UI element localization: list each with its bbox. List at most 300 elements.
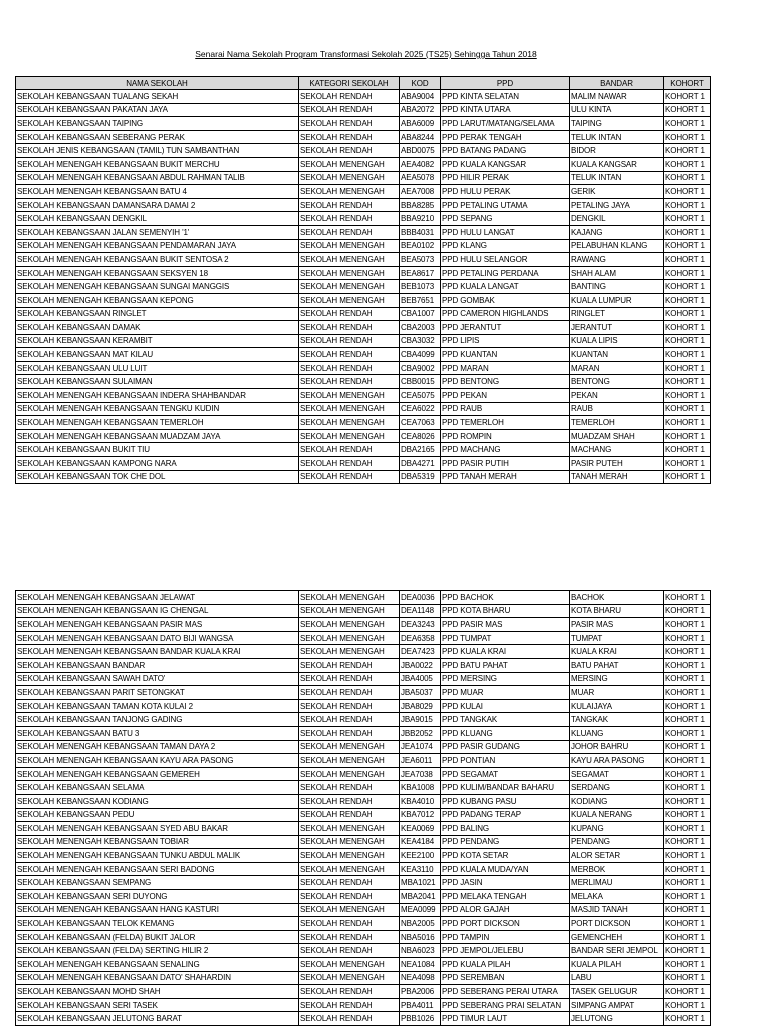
- cell-kategori-sekolah: SEKOLAH MENENGAH: [299, 429, 400, 443]
- cell-nama-sekolah: SEKOLAH KEBANGSAAN TAIPING: [16, 117, 299, 131]
- cell-kod: KEA4184: [400, 835, 441, 849]
- cell-kod: JEA7038: [400, 767, 441, 781]
- cell-bandar: BATU PAHAT: [570, 658, 664, 672]
- school-table-top: [15, 76, 711, 484]
- cell-nama-sekolah: SEKOLAH KEBANGSAAN SULAIMAN: [16, 375, 299, 389]
- cell-ppd: PPD HULU SELANGOR: [441, 253, 570, 267]
- cell-ppd: PPD PEKAN: [441, 389, 570, 403]
- cell-kod: CEA8026: [400, 429, 441, 443]
- cell-bandar: TEMERLOH: [570, 416, 664, 430]
- cell-kod: MBA2041: [400, 890, 441, 904]
- cell-bandar: RINGLET: [570, 307, 664, 321]
- cell-kohort: KOHORT 1: [664, 862, 711, 876]
- cell-nama-sekolah: SEKOLAH KEBANGSAAN RINGLET: [16, 307, 299, 321]
- cell-kohort: KOHORT 1: [664, 903, 711, 917]
- cell-kategori-sekolah: SEKOLAH RENDAH: [299, 144, 400, 158]
- table-row: [16, 686, 711, 700]
- cell-bandar: MELAKA: [570, 890, 664, 904]
- cell-kod: PBA4011: [400, 998, 441, 1012]
- cell-ppd: PPD KUALA PILAH: [441, 958, 570, 972]
- cell-nama-sekolah: SEKOLAH KEBANGSAAN (FELDA) SERTING HILIR 2: [16, 944, 299, 958]
- table-row: [16, 794, 711, 808]
- table-row: [16, 334, 711, 348]
- table-row: [16, 389, 711, 403]
- cell-kod: BEA5073: [400, 253, 441, 267]
- cell-nama-sekolah: SEKOLAH MENENGAH KEBANGSAAN BATU 4: [16, 185, 299, 199]
- cell-kohort: KOHORT 1: [664, 822, 711, 836]
- cell-kod: DBA4271: [400, 457, 441, 471]
- cell-bandar: SERDANG: [570, 781, 664, 795]
- cell-kohort: KOHORT 1: [664, 672, 711, 686]
- cell-bandar: ALOR SETAR: [570, 849, 664, 863]
- cell-kategori-sekolah: SEKOLAH RENDAH: [299, 1012, 400, 1026]
- cell-ppd: PPD TANGKAK: [441, 713, 570, 727]
- cell-ppd: PPD BACHOK: [441, 591, 570, 605]
- cell-kategori-sekolah: SEKOLAH MENENGAH: [299, 958, 400, 972]
- cell-kod: JBA4005: [400, 672, 441, 686]
- cell-bandar: BANTING: [570, 280, 664, 294]
- table-row: [16, 225, 711, 239]
- cell-nama-sekolah: SEKOLAH JENIS KEBANGSAAN (TAMIL) TUN SAMBANTHAN: [16, 144, 299, 158]
- cell-nama-sekolah: SEKOLAH KEBANGSAAN BUKIT TIU: [16, 443, 299, 457]
- cell-kod: JBA9015: [400, 713, 441, 727]
- cell-kategori-sekolah: SEKOLAH RENDAH: [299, 658, 400, 672]
- cell-bandar: KLUANG: [570, 726, 664, 740]
- cell-kategori-sekolah: SEKOLAH MENENGAH: [299, 645, 400, 659]
- cell-bandar: MALIM NAWAR: [570, 90, 664, 104]
- cell-ppd: PPD SEREMBAN: [441, 971, 570, 985]
- table-row: [16, 321, 711, 335]
- cell-bandar: DENGKIL: [570, 212, 664, 226]
- cell-ppd: PPD KUALA KRAI: [441, 645, 570, 659]
- cell-bandar: KUALA KRAI: [570, 645, 664, 659]
- cell-bandar: JELUTONG: [570, 1012, 664, 1026]
- cell-kohort: KOHORT 1: [664, 198, 711, 212]
- cell-ppd: PPD TAMPIN: [441, 930, 570, 944]
- cell-bandar: TELUK INTAN: [570, 171, 664, 185]
- cell-nama-sekolah: SEKOLAH MENENGAH KEBANGSAAN SERI BADONG: [16, 862, 299, 876]
- cell-nama-sekolah: SEKOLAH MENENGAH KEBANGSAAN SEKSYEN 18: [16, 266, 299, 280]
- cell-kohort: KOHORT 1: [664, 429, 711, 443]
- table-row: [16, 658, 711, 672]
- cell-nama-sekolah: SEKOLAH MENENGAH KEBANGSAAN BUKIT SENTOSA 2: [16, 253, 299, 267]
- cell-ppd: PPD BATANG PADANG: [441, 144, 570, 158]
- cell-bandar: MUAR: [570, 686, 664, 700]
- cell-kategori-sekolah: SEKOLAH MENENGAH: [299, 740, 400, 754]
- cell-nama-sekolah: SEKOLAH MENENGAH KEBANGSAAN SUNGAI MANGGIS: [16, 280, 299, 294]
- school-table-bottom: [15, 590, 711, 1026]
- cell-kategori-sekolah: SEKOLAH MENENGAH: [299, 416, 400, 430]
- cell-kod: CBA1007: [400, 307, 441, 321]
- cell-ppd: PPD KLANG: [441, 239, 570, 253]
- cell-kategori-sekolah: SEKOLAH MENENGAH: [299, 971, 400, 985]
- cell-kod: JBA5037: [400, 686, 441, 700]
- cell-bandar: KAYU ARA PASONG: [570, 754, 664, 768]
- cell-bandar: PASIR MAS: [570, 618, 664, 632]
- cell-kod: BBA8285: [400, 198, 441, 212]
- cell-kohort: KOHORT 1: [664, 470, 711, 484]
- cell-kategori-sekolah: SEKOLAH RENDAH: [299, 443, 400, 457]
- cell-nama-sekolah: SEKOLAH MENENGAH KEBANGSAAN JELAWAT: [16, 591, 299, 605]
- cell-bandar: SIMPANG AMPAT: [570, 998, 664, 1012]
- cell-kohort: KOHORT 1: [664, 280, 711, 294]
- cell-bandar: KOTA BHARU: [570, 604, 664, 618]
- header-kod: KOD: [400, 77, 441, 90]
- header-bandar: BANDAR: [570, 77, 664, 90]
- cell-kategori-sekolah: SEKOLAH MENENGAH: [299, 171, 400, 185]
- table-row: [16, 443, 711, 457]
- cell-kategori-sekolah: SEKOLAH RENDAH: [299, 90, 400, 104]
- cell-kod: KEA3110: [400, 862, 441, 876]
- cell-kohort: KOHORT 1: [664, 130, 711, 144]
- cell-ppd: PPD PADANG TERAP: [441, 808, 570, 822]
- cell-nama-sekolah: SEKOLAH MENENGAH KEBANGSAAN IG CHENGAL: [16, 604, 299, 618]
- cell-ppd: PPD KOTA BHARU: [441, 604, 570, 618]
- cell-kohort: KOHORT 1: [664, 971, 711, 985]
- cell-kohort: KOHORT 1: [664, 457, 711, 471]
- cell-kategori-sekolah: SEKOLAH RENDAH: [299, 876, 400, 890]
- cell-nama-sekolah: SEKOLAH MENENGAH KEBANGSAAN SYED ABU BAKAR: [16, 822, 299, 836]
- cell-bandar: KUPANG: [570, 822, 664, 836]
- cell-kod: ABA9004: [400, 90, 441, 104]
- cell-kohort: KOHORT 1: [664, 794, 711, 808]
- cell-kategori-sekolah: SEKOLAH RENDAH: [299, 686, 400, 700]
- cell-kategori-sekolah: SEKOLAH RENDAH: [299, 361, 400, 375]
- cell-kohort: KOHORT 1: [664, 740, 711, 754]
- cell-ppd: PPD PENDANG: [441, 835, 570, 849]
- cell-ppd: PPD MELAKA TENGAH: [441, 890, 570, 904]
- cell-ppd: PPD TANAH MERAH: [441, 470, 570, 484]
- cell-bandar: RAUB: [570, 402, 664, 416]
- cell-kategori-sekolah: SEKOLAH MENENGAH: [299, 604, 400, 618]
- table-row: [16, 862, 711, 876]
- table-row: [16, 253, 711, 267]
- cell-kategori-sekolah: SEKOLAH MENENGAH: [299, 389, 400, 403]
- cell-bandar: KUALA LUMPUR: [570, 293, 664, 307]
- cell-kategori-sekolah: SEKOLAH RENDAH: [299, 457, 400, 471]
- cell-kategori-sekolah: SEKOLAH MENENGAH: [299, 253, 400, 267]
- cell-ppd: PPD HULU LANGAT: [441, 225, 570, 239]
- cell-kategori-sekolah: SEKOLAH RENDAH: [299, 321, 400, 335]
- cell-nama-sekolah: SEKOLAH KEBANGSAAN PEDU: [16, 808, 299, 822]
- cell-bandar: BENTONG: [570, 375, 664, 389]
- cell-kohort: KOHORT 1: [664, 348, 711, 362]
- table-row: [16, 645, 711, 659]
- cell-kod: KEE2100: [400, 849, 441, 863]
- table-row: [16, 416, 711, 430]
- cell-bandar: TANGKAK: [570, 713, 664, 727]
- cell-kategori-sekolah: SEKOLAH RENDAH: [299, 307, 400, 321]
- cell-nama-sekolah: SEKOLAH MENENGAH KEBANGSAAN PASIR MAS: [16, 618, 299, 632]
- cell-kohort: KOHORT 1: [664, 1012, 711, 1026]
- cell-kohort: KOHORT 1: [664, 754, 711, 768]
- cell-kod: KBA4010: [400, 794, 441, 808]
- cell-ppd: PPD KUANTAN: [441, 348, 570, 362]
- cell-kategori-sekolah: SEKOLAH RENDAH: [299, 985, 400, 999]
- cell-bandar: MACHANG: [570, 443, 664, 457]
- cell-kod: MEA0099: [400, 903, 441, 917]
- cell-ppd: PPD KUALA LANGAT: [441, 280, 570, 294]
- cell-kategori-sekolah: SEKOLAH RENDAH: [299, 917, 400, 931]
- cell-nama-sekolah: SEKOLAH KEBANGSAAN SAWAH DATO': [16, 672, 299, 686]
- cell-nama-sekolah: SEKOLAH KEBANGSAAN KAMPONG NARA: [16, 457, 299, 471]
- cell-kategori-sekolah: SEKOLAH MENENGAH: [299, 822, 400, 836]
- cell-ppd: PPD LARUT/MATANG/SELAMA: [441, 117, 570, 131]
- cell-bandar: PASIR PUTEH: [570, 457, 664, 471]
- cell-kategori-sekolah: SEKOLAH RENDAH: [299, 713, 400, 727]
- cell-kategori-sekolah: SEKOLAH MENENGAH: [299, 631, 400, 645]
- cell-ppd: PPD BATU PAHAT: [441, 658, 570, 672]
- cell-nama-sekolah: SEKOLAH MENENGAH KEBANGSAAN KEPONG: [16, 293, 299, 307]
- cell-kod: DBA5319: [400, 470, 441, 484]
- table-row: [16, 958, 711, 972]
- cell-kod: ABA6009: [400, 117, 441, 131]
- table-row: [16, 930, 711, 944]
- cell-bandar: PELABUHAN KLANG: [570, 239, 664, 253]
- table-body-bottom: [16, 591, 711, 1026]
- cell-kategori-sekolah: SEKOLAH MENENGAH: [299, 754, 400, 768]
- table-row: [16, 754, 711, 768]
- cell-ppd: PPD BALING: [441, 822, 570, 836]
- table-row: [16, 429, 711, 443]
- table-row: [16, 604, 711, 618]
- cell-kohort: KOHORT 1: [664, 103, 711, 117]
- cell-kohort: KOHORT 1: [664, 443, 711, 457]
- cell-kategori-sekolah: SEKOLAH RENDAH: [299, 225, 400, 239]
- cell-ppd: PPD SEBERANG PRAI SELATAN: [441, 998, 570, 1012]
- cell-nama-sekolah: SEKOLAH MENENGAH KEBANGSAAN DATO' SHAHARDIN: [16, 971, 299, 985]
- cell-ppd: PPD MUAR: [441, 686, 570, 700]
- cell-ppd: PPD HULU PERAK: [441, 185, 570, 199]
- table-row: [16, 90, 711, 104]
- cell-kod: DBA2165: [400, 443, 441, 457]
- cell-kategori-sekolah: SEKOLAH MENENGAH: [299, 903, 400, 917]
- cell-bandar: PORT DICKSON: [570, 917, 664, 931]
- cell-nama-sekolah: SEKOLAH KEBANGSAAN KODIANG: [16, 794, 299, 808]
- cell-kategori-sekolah: SEKOLAH MENENGAH: [299, 239, 400, 253]
- cell-kategori-sekolah: SEKOLAH RENDAH: [299, 726, 400, 740]
- cell-kod: JBB2052: [400, 726, 441, 740]
- cell-ppd: PPD MERSING: [441, 672, 570, 686]
- cell-bandar: BACHOK: [570, 591, 664, 605]
- cell-kod: BEA8617: [400, 266, 441, 280]
- cell-kategori-sekolah: SEKOLAH MENENGAH: [299, 591, 400, 605]
- cell-ppd: PPD JASIN: [441, 876, 570, 890]
- cell-ppd: PPD SEBERANG PERAI UTARA: [441, 985, 570, 999]
- table-row: [16, 239, 711, 253]
- cell-ppd: PPD KOTA SETAR: [441, 849, 570, 863]
- cell-kod: BBB4031: [400, 225, 441, 239]
- cell-kohort: KOHORT 1: [664, 645, 711, 659]
- cell-bandar: BANDAR SERI JEMPOL: [570, 944, 664, 958]
- table-row: [16, 171, 711, 185]
- cell-kohort: KOHORT 1: [664, 239, 711, 253]
- cell-ppd: PPD MARAN: [441, 361, 570, 375]
- cell-bandar: KULAIJAYA: [570, 699, 664, 713]
- cell-ppd: PPD JEMPOL/JELEBU: [441, 944, 570, 958]
- cell-kohort: KOHORT 1: [664, 958, 711, 972]
- cell-kod: KEA0069: [400, 822, 441, 836]
- cell-nama-sekolah: SEKOLAH MENENGAH KEBANGSAAN TUNKU ABDUL MALIK: [16, 849, 299, 863]
- cell-bandar: MERLIMAU: [570, 876, 664, 890]
- cell-kohort: KOHORT 1: [664, 171, 711, 185]
- cell-bandar: KUALA LIPIS: [570, 334, 664, 348]
- cell-bandar: KAJANG: [570, 225, 664, 239]
- cell-kohort: KOHORT 1: [664, 361, 711, 375]
- cell-bandar: MASJID TANAH: [570, 903, 664, 917]
- cell-kohort: KOHORT 1: [664, 713, 711, 727]
- cell-kod: NBA6023: [400, 944, 441, 958]
- cell-kategori-sekolah: SEKOLAH RENDAH: [299, 348, 400, 362]
- cell-ppd: PPD TUMPAT: [441, 631, 570, 645]
- cell-kohort: KOHORT 1: [664, 917, 711, 931]
- cell-ppd: PPD PETALING UTAMA: [441, 198, 570, 212]
- cell-nama-sekolah: SEKOLAH KEBANGSAAN DENGKIL: [16, 212, 299, 226]
- cell-kohort: KOHORT 1: [664, 212, 711, 226]
- cell-kohort: KOHORT 1: [664, 699, 711, 713]
- cell-kohort: KOHORT 1: [664, 90, 711, 104]
- cell-nama-sekolah: SEKOLAH KEBANGSAAN SERI TASEK: [16, 998, 299, 1012]
- cell-nama-sekolah: SEKOLAH MENENGAH KEBANGSAAN TENGKU KUDIN: [16, 402, 299, 416]
- cell-kategori-sekolah: SEKOLAH RENDAH: [299, 699, 400, 713]
- cell-nama-sekolah: SEKOLAH KEBANGSAAN TOK CHE DOL: [16, 470, 299, 484]
- cell-bandar: GEMENCHEH: [570, 930, 664, 944]
- cell-kategori-sekolah: SEKOLAH RENDAH: [299, 117, 400, 131]
- cell-ppd: PPD PETALING PERDANA: [441, 266, 570, 280]
- cell-bandar: SHAH ALAM: [570, 266, 664, 280]
- cell-bandar: TELUK INTAN: [570, 130, 664, 144]
- cell-kohort: KOHORT 1: [664, 835, 711, 849]
- cell-nama-sekolah: SEKOLAH KEBANGSAAN TUALANG SEKAH: [16, 90, 299, 104]
- cell-nama-sekolah: SEKOLAH MENENGAH KEBANGSAAN BANDAR KUALA KRAI: [16, 645, 299, 659]
- cell-kohort: KOHORT 1: [664, 266, 711, 280]
- cell-kohort: KOHORT 1: [664, 389, 711, 403]
- table-row: [16, 726, 711, 740]
- cell-bandar: MERBOK: [570, 862, 664, 876]
- cell-kategori-sekolah: SEKOLAH MENENGAH: [299, 767, 400, 781]
- cell-bandar: MERSING: [570, 672, 664, 686]
- cell-nama-sekolah: SEKOLAH MENENGAH KEBANGSAAN TAMAN DAYA 2: [16, 740, 299, 754]
- cell-ppd: PPD PORT DICKSON: [441, 917, 570, 931]
- cell-ppd: PPD KUALA MUDA/YAN: [441, 862, 570, 876]
- cell-nama-sekolah: SEKOLAH KEBANGSAAN TANJONG GADING: [16, 713, 299, 727]
- cell-bandar: BIDOR: [570, 144, 664, 158]
- cell-nama-sekolah: SEKOLAH KEBANGSAAN TELOK KEMANG: [16, 917, 299, 931]
- cell-kod: BEB7651: [400, 293, 441, 307]
- table-row: [16, 130, 711, 144]
- cell-ppd: PPD KULAI: [441, 699, 570, 713]
- table-row: [16, 307, 711, 321]
- cell-kohort: KOHORT 1: [664, 618, 711, 632]
- cell-nama-sekolah: SEKOLAH KEBANGSAAN SELAMA: [16, 781, 299, 795]
- cell-ppd: PPD TIMUR LAUT: [441, 1012, 570, 1026]
- document-title: Senarai Nama Sekolah Program Transformasi Sekolah 2025 (TS25) Sehingga Tahun 2018: [195, 49, 537, 59]
- cell-kod: BEB1073: [400, 280, 441, 294]
- table-row: [16, 740, 711, 754]
- cell-kategori-sekolah: SEKOLAH MENENGAH: [299, 618, 400, 632]
- cell-kod: NEA1084: [400, 958, 441, 972]
- cell-nama-sekolah: SEKOLAH MENENGAH KEBANGSAAN GEMEREH: [16, 767, 299, 781]
- cell-kod: KBA7012: [400, 808, 441, 822]
- table-row: [16, 361, 711, 375]
- cell-ppd: PPD RAUB: [441, 402, 570, 416]
- cell-nama-sekolah: SEKOLAH KEBANGSAAN BANDAR: [16, 658, 299, 672]
- cell-nama-sekolah: SEKOLAH MENENGAH KEBANGSAAN KAYU ARA PASONG: [16, 754, 299, 768]
- cell-kohort: KOHORT 1: [664, 781, 711, 795]
- cell-kategori-sekolah: SEKOLAH MENENGAH: [299, 402, 400, 416]
- cell-kohort: KOHORT 1: [664, 726, 711, 740]
- cell-ppd: PPD GOMBAK: [441, 293, 570, 307]
- cell-ppd: PPD PERAK TENGAH: [441, 130, 570, 144]
- cell-nama-sekolah: SEKOLAH KEBANGSAAN SERI DUYONG: [16, 890, 299, 904]
- cell-kohort: KOHORT 1: [664, 658, 711, 672]
- cell-kod: DEA1148: [400, 604, 441, 618]
- cell-kod: AEA7008: [400, 185, 441, 199]
- cell-kategori-sekolah: SEKOLAH RENDAH: [299, 375, 400, 389]
- cell-ppd: PPD ROMPIN: [441, 429, 570, 443]
- table-row: [16, 849, 711, 863]
- table-row: [16, 903, 711, 917]
- cell-kod: DEA7423: [400, 645, 441, 659]
- cell-nama-sekolah: SEKOLAH MENENGAH KEBANGSAAN TOBIAR: [16, 835, 299, 849]
- cell-kategori-sekolah: SEKOLAH RENDAH: [299, 794, 400, 808]
- table-row: [16, 157, 711, 171]
- cell-nama-sekolah: SEKOLAH KEBANGSAAN TAMAN KOTA KULAI 2: [16, 699, 299, 713]
- cell-bandar: KUANTAN: [570, 348, 664, 362]
- table-row: [16, 917, 711, 931]
- cell-kod: JEA1074: [400, 740, 441, 754]
- table-row: [16, 1012, 711, 1026]
- cell-nama-sekolah: SEKOLAH KEBANGSAAN MAT KILAU: [16, 348, 299, 362]
- cell-kohort: KOHORT 1: [664, 225, 711, 239]
- table-row: [16, 618, 711, 632]
- cell-kod: PBB1026: [400, 1012, 441, 1026]
- cell-kohort: KOHORT 1: [664, 930, 711, 944]
- cell-kohort: KOHORT 1: [664, 985, 711, 999]
- cell-kod: JEA6011: [400, 754, 441, 768]
- cell-kohort: KOHORT 1: [664, 375, 711, 389]
- table-row: [16, 781, 711, 795]
- cell-kategori-sekolah: SEKOLAH RENDAH: [299, 781, 400, 795]
- header-kategori-sekolah: KATEGORI SEKOLAH: [299, 77, 400, 90]
- cell-bandar: TUMPAT: [570, 631, 664, 645]
- table-row: [16, 144, 711, 158]
- table-row: [16, 293, 711, 307]
- cell-kategori-sekolah: SEKOLAH MENENGAH: [299, 266, 400, 280]
- cell-nama-sekolah: SEKOLAH MENENGAH KEBANGSAAN HANG KASTURI: [16, 903, 299, 917]
- cell-ppd: PPD PASIR MAS: [441, 618, 570, 632]
- cell-kohort: KOHORT 1: [664, 416, 711, 430]
- cell-bandar: MUADZAM SHAH: [570, 429, 664, 443]
- cell-nama-sekolah: SEKOLAH KEBANGSAAN JALAN SEMENYIH '1': [16, 225, 299, 239]
- cell-kategori-sekolah: SEKOLAH RENDAH: [299, 130, 400, 144]
- cell-kategori-sekolah: SEKOLAH MENENGAH: [299, 293, 400, 307]
- table-row: [16, 876, 711, 890]
- cell-ppd: PPD JERANTUT: [441, 321, 570, 335]
- cell-bandar: SEGAMAT: [570, 767, 664, 781]
- table-row: [16, 266, 711, 280]
- cell-kod: CEA5075: [400, 389, 441, 403]
- cell-kategori-sekolah: SEKOLAH MENENGAH: [299, 849, 400, 863]
- cell-bandar: TAIPING: [570, 117, 664, 131]
- table-row: [16, 672, 711, 686]
- cell-kohort: KOHORT 1: [664, 185, 711, 199]
- table-body-top: [16, 90, 711, 484]
- table-row: [16, 198, 711, 212]
- cell-kod: ABA8244: [400, 130, 441, 144]
- cell-ppd: PPD KINTA UTARA: [441, 103, 570, 117]
- cell-kategori-sekolah: SEKOLAH RENDAH: [299, 212, 400, 226]
